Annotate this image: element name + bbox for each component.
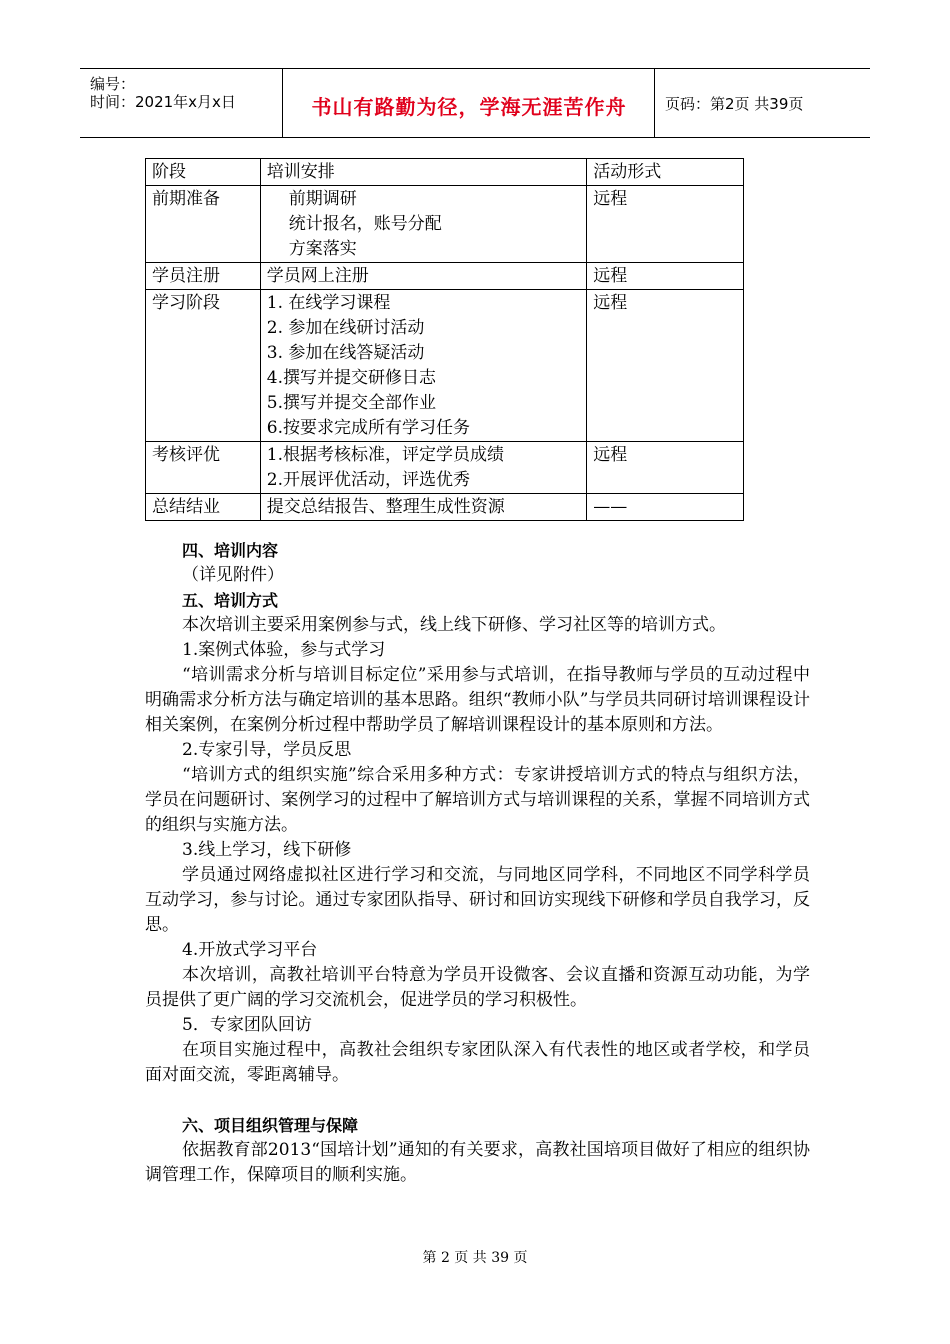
page-header (80, 68, 870, 138)
plan-cell (260, 290, 586, 442)
table-row (146, 494, 744, 521)
section-note: （详见附件） (182, 565, 284, 585)
plan-cell (260, 442, 586, 494)
training-schedule-table (145, 158, 744, 521)
paragraph: 依据教育部2013“国培计划”通知的有关要求，高教社国培项目做好了相应的组织协调管理工作，保障项目的顺利实施。 (145, 1140, 810, 1185)
plan-item: 2. 参加在线研讨活动 (266, 318, 425, 338)
method-heading: 2.专家引导，学员反思 (182, 740, 352, 760)
stage-cell: 学习阶段 (146, 290, 261, 442)
header-meta-cell (80, 69, 283, 137)
table-row (146, 186, 744, 263)
page-footer: 第 2 页 共 39 页 (422, 1250, 528, 1266)
stage-cell: 考核评优 (146, 442, 261, 494)
method-heading: 3.线上学习，线下研修 (182, 840, 352, 860)
plan-item: 6.按要求完成所有学习任务 (266, 418, 471, 438)
section-heading: 五、培训方式 (182, 591, 279, 610)
plan-cell (260, 186, 586, 263)
header-page-cell (655, 69, 870, 137)
plan-item: 4.撰写并提交研修日志 (266, 368, 437, 388)
form-cell: —— (587, 494, 744, 521)
form-cell: 远程 (587, 186, 744, 263)
method-heading: 4.开放式学习平台 (182, 940, 318, 960)
plan-item: 方案落实 (288, 239, 357, 259)
plan-cell (260, 494, 586, 521)
document-body (145, 538, 810, 1188)
table-header-row (146, 159, 744, 186)
paragraph: “培训需求分析与培训目标定位”采用参与式培训，在指导教师与学员的互动过程中明确需求分析方法与确定培训的基本思路。组织“教师小队”与学员共同研讨培训课程设计相关案例，在案例分析过程中帮助学员了解培训课程设计的基本原则和方法。 (145, 665, 810, 735)
paragraph: 在项目实施过程中，高教社会组织专家团队深入有代表性的地区或者学校，和学员面对面交流，零距离辅导。 (145, 1040, 810, 1085)
method-heading: 5．专家团队回访 (182, 1015, 312, 1035)
header-motto-cell (283, 69, 655, 137)
plan-item: 统计报名，账号分配 (288, 214, 442, 234)
table-row (146, 442, 744, 494)
section-heading: 六、项目组织管理与保障 (182, 1116, 359, 1135)
plan-item: 提交总结报告、整理生成性资源 (266, 497, 505, 517)
header-motto: 书山有路勤为径，学海无涯苦作舟 (311, 95, 627, 119)
paragraph: 学员通过网络虚拟社区进行学习和交流，与同地区同学科，不同地区不同学科学员互动学习，参与讨论。通过专家团队指导、研讨和回访实现线下研修和学员自我学习，反思。 (145, 865, 810, 935)
table-row (146, 263, 744, 290)
paragraph: 本次培训主要采用案例参与式，线上线下研修、学习社区等的培训方式。 (182, 615, 726, 635)
stage-cell: 总结结业 (146, 494, 261, 521)
plan-item: 1.根据考核标准，评定学员成绩 (266, 445, 505, 465)
document-date-label: 时间：2021年x月x日 (90, 93, 236, 111)
form-cell: 远程 (587, 442, 744, 494)
stage-cell: 前期准备 (146, 186, 261, 263)
form-cell: 远程 (587, 263, 744, 290)
spacer (145, 1088, 810, 1113)
section-heading: 四、培训内容 (182, 541, 279, 560)
table-header-cell: 培训安排 (260, 159, 586, 186)
header-page-info: 页码：第2页 共39页 (665, 95, 804, 113)
plan-item: 前期调研 (288, 189, 357, 209)
stage-cell: 学员注册 (146, 263, 261, 290)
table-header-cell: 活动形式 (587, 159, 744, 186)
table-header-cell: 阶段 (146, 159, 261, 186)
plan-item: 5.撰写并提交全部作业 (266, 393, 437, 413)
paragraph: “培训方式的组织实施”综合采用多种方式：专家讲授培训方式的特点与组织方法，学员在问题研讨、案例学习的过程中了解培训方式与培训课程的关系，掌握不同培训方式的组织与实施方法。 (145, 765, 810, 835)
plan-item: 2.开展评优活动，评选优秀 (266, 470, 471, 490)
plan-item: 3. 参加在线答疑活动 (266, 343, 425, 363)
form-cell: 远程 (587, 290, 744, 442)
plan-cell (260, 263, 586, 290)
plan-item: 1. 在线学习课程 (266, 293, 391, 313)
document-number-label: 编号： (90, 75, 136, 93)
plan-item: 学员网上注册 (266, 266, 369, 286)
method-heading: 1.案例式体验，参与式学习 (182, 640, 386, 660)
paragraph: 本次培训，高教社培训平台特意为学员开设微客、会议直播和资源互动功能，为学员提供了更广阔的学习交流机会，促进学员的学习积极性。 (145, 965, 810, 1010)
table-row (146, 290, 744, 442)
